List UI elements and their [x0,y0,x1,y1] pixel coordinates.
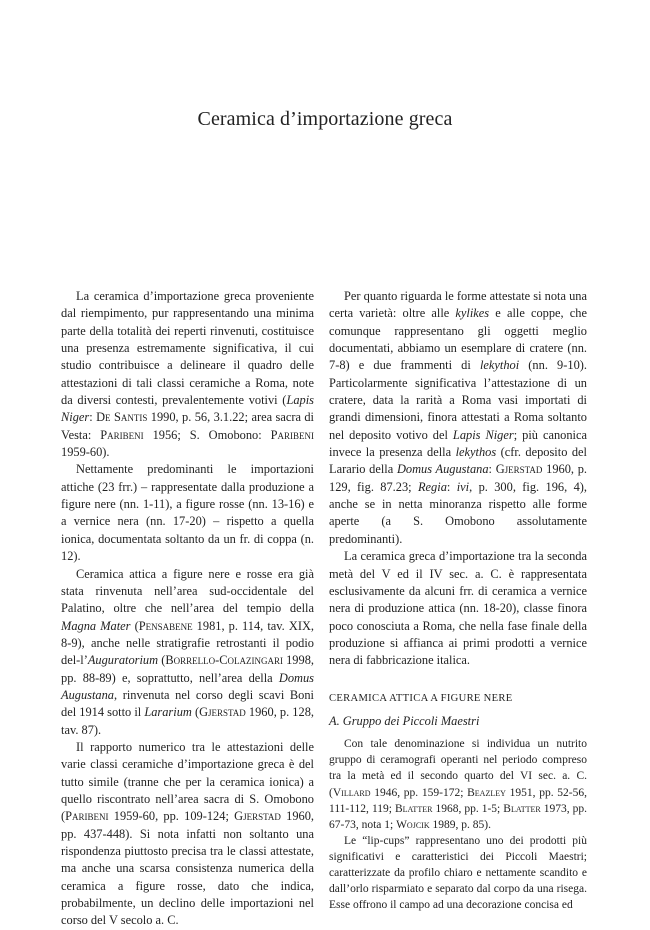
right-column [329,288,587,913]
paragraph: Le “lip-cups” rappresentano uno dei prodotti più significativi e caratteristici dei Piccoli Maestri; caratterizzate da profilo chiaro e nettamente scandito e dall’orlo risparmiato e separato dal corpo da una risega. Esse offrono il campo ad una decorazione concisa ed [329,834,587,912]
paragraph: La ceramica d’importazione greca proveniente dal riempimento, pur rappresentando una minima parte della totalità dei reperti rinvenuti, costituisce una presenza estremamente significativa, il cui studio contribuisce a delineare il quadro delle attestazioni di tali classi ceramiche a Roma, note da diversi contesti, prevalentemente votivi (Lapis Niger: De Santis 1990, p. 56, 3.1.22; area sacra di Vesta: Paribeni 1956; S. Omobono: Paribeni 1959-60). [61,289,314,460]
paragraph: Per quanto riguarda le forme attestate si nota una certa varietà: oltre alle kylikes e alle coppe, che comunque rappresentano gli oggetti meglio documentati, abbiamo un esemplare di cratere (nn. 7-8) e due frammenti di lekythoi (nn. 9-10). Particolarmente significativa l’attestazione di un cratere, data la rarità a Roma vasi importati di grandi dimensioni, finora attestati a Roma soltanto nel deposito votivo del Lapis Niger; più canonica invece la presenza della lekythos (cfr. deposito del Larario della Domus Augustana: Gjerstad 1960, p. 129, fig. 87.23; Regia: ivi, p. 300, fig. 196, 4), anche se in netta minoranza rispetto alle forme aperte (a S. Omobono assolutamente predominanti). [329,289,588,546]
paragraph: Ceramica attica a figure nere e rosse era già stata rinvenuta nell’area sud-occidentale del Palatino, oltre che nell’area del tempio della Magna Mater (Pensabene 1981, p. 114, tav. XIX, 8-9), anche nelle stratigrafie retrostanti il podio del-l’Auguratorium (Borrello-Colazingari 1998, pp. 88-89) e, soprattutto, nell’area della Domus Augustana, rinvenuta nel corso degli scavi Boni del 1914 sotto il Lararium (Gjerstad 1960, p. 128, tav. 87). [61,566,314,737]
paragraph: Il rapporto numerico tra le attestazioni delle varie classi ceramiche d’importazione greca è del tutto simile (tranne che per la ceramica ionica) a quello riscontrato nell’area sacra di S. Omobono (Paribeni 1959-60, pp. 109-124; Gjerstad 1960, pp. 437-448). Si nota infatti non soltanto una rispondenza piuttosto precisa tra le classi attestate, ma anche una scarsa consistenza numerica della ceramica a figure rosse, dato che indica, probabilmente, un declino delle importazioni nel corso del V secolo a. C. [61,739,314,928]
paragraph: Nettamente predominanti le importazioni attiche (23 frr.) – rappresentate dalla produzione a figure nere (nn. 1-11), a figure rosse (nn. 13-16) e a vernice nera (nn. 17-20) – rispetto a quella ionica, documentata soltanto da un fr. di coppa (n. 12). [61,462,314,564]
section-heading: CERAMICA ATTICA A FIGURE NERE [329,692,513,704]
left-column [61,288,314,930]
paragraph: Con tale denominazione si individua un nutrito gruppo di ceramografi operanti nel periodo compreso tra la metà ed il secondo quarto del VI sec. a. C. (Villard 1946, pp. 159-172; Beazley 1951, pp. 52-56, 111-112, 119; Blatter 1968, pp. 1-5; Blatter 1973, pp. 67-73, nota 1; Wojcik 1989, p. 85). [329,738,588,831]
small-text-block [329,736,587,913]
paragraph: La ceramica greca d’importazione tra la seconda metà del V ed il IV sec. a. C. è rappresentata esclusivamente da alcuni frr. di ceramica a vernice nera di produzione attica (nn. 18-20), classe finora poco conosciuta a Roma, che nella fase finale della produzione si affianca ai primi prodotti a vernice nera di fabbricazione italica. [329,549,587,668]
subsection-heading: A. Gruppo dei Piccoli Maestri [329,713,480,728]
page-title: Ceramica d’importazione greca [197,108,453,130]
